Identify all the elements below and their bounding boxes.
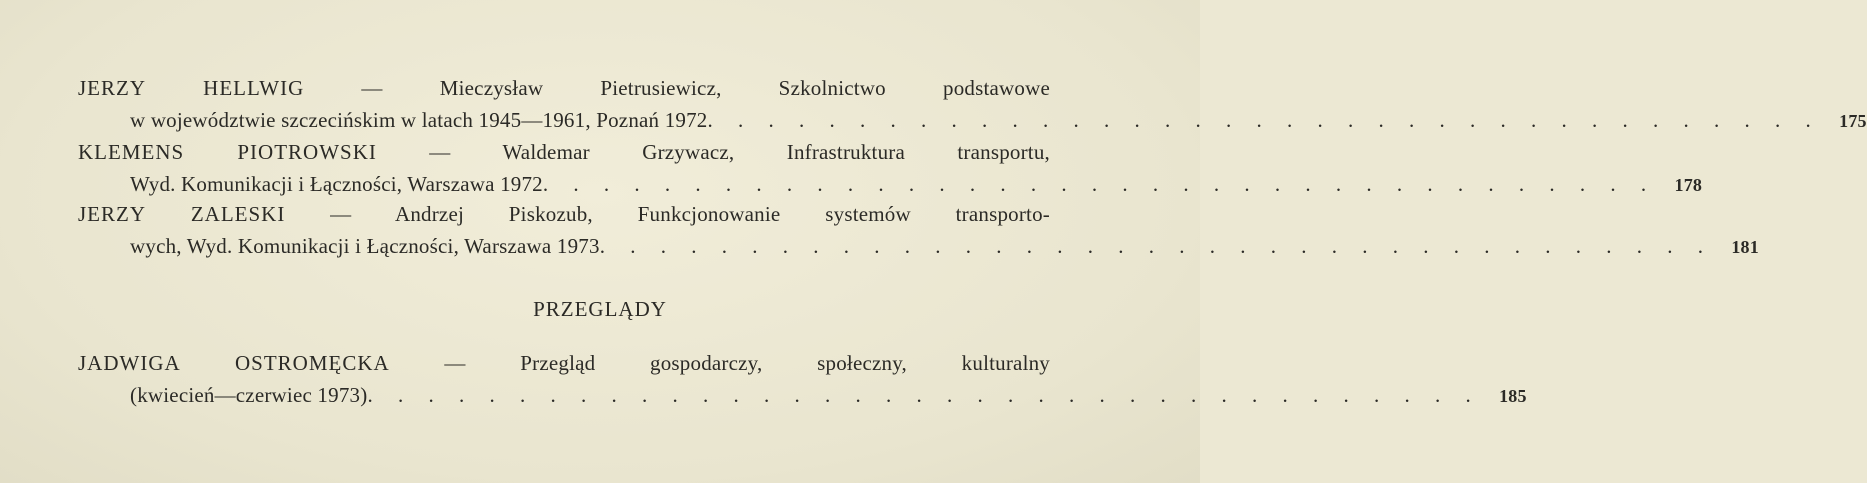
toc-title-continued: wych, Wyd. Komunikacji i Łączności, Warszawa 1973 xyxy=(130,234,600,258)
toc-title: — Przegląd gospodarczy, społeczny, kulturalny xyxy=(444,351,1050,375)
toc-entry-line-2 xyxy=(78,104,1867,136)
toc-title-continued: Wyd. Komunikacji i Łączności, Warszawa 1972 xyxy=(130,172,543,196)
toc-entry-line-1 xyxy=(78,198,1050,230)
toc-title: — Waldemar Grzywacz, Infrastruktura transportu, xyxy=(429,140,1050,164)
toc-author: JADWIGA OSTROMĘCKA xyxy=(78,351,390,375)
toc-entry-line-1 xyxy=(78,136,1050,168)
toc-entry-line-1 xyxy=(78,72,1050,104)
toc-title-continued: (kwiecień—czerwiec 1973) xyxy=(130,383,368,407)
toc-page-number: 175 xyxy=(1839,111,1867,131)
leader-dots: . . . . . . . . . . . . . . . . . . . . . . . . . . . . . . . . . . . . . xyxy=(367,383,1481,407)
toc-author: JERZY ZALESKI xyxy=(78,202,286,226)
toc-page-number: 185 xyxy=(1499,386,1527,406)
leader-dots: . . . . . . . . . . . . . . . . . . . . . . . . . . . . . . . . . . . . . xyxy=(599,234,1713,258)
leader-dots: . . . . . . . . . . . . . . . . . . . . . . . . . . . . . . . . . . . . . xyxy=(542,172,1657,196)
toc-entry xyxy=(78,198,1759,262)
toc-title: — Mieczysław Pietrusiewicz, Szkolnictwo podstawowe xyxy=(361,76,1051,100)
toc-title-continued: w województwie szczecińskim w latach 1945—1961, Poznań 1972 xyxy=(130,108,708,132)
leader-dots: . . . . . . . . . . . . . . . . . . . . . . . . . . . . . . . . . . . . . xyxy=(707,108,1821,132)
toc-entry-line-2 xyxy=(78,168,1703,200)
toc-page-number: 178 xyxy=(1674,175,1703,195)
toc-page-number: 181 xyxy=(1731,237,1759,257)
toc-entry xyxy=(78,347,1527,411)
toc-entry-line-1 xyxy=(78,347,1050,379)
toc-entry xyxy=(78,72,1867,136)
toc-entry-line-2 xyxy=(78,230,1759,262)
toc-title: — Andrzej Piskozub, Funkcjonowanie systemów transporto- xyxy=(330,202,1050,226)
toc-author: KLEMENS PIOTROWSKI xyxy=(78,140,377,164)
section-heading: PRZEGLĄDY xyxy=(533,297,667,321)
toc-entry xyxy=(78,136,1703,200)
toc-entry-line-2 xyxy=(78,379,1527,411)
toc-author: JERZY HELLWIG xyxy=(78,76,305,100)
